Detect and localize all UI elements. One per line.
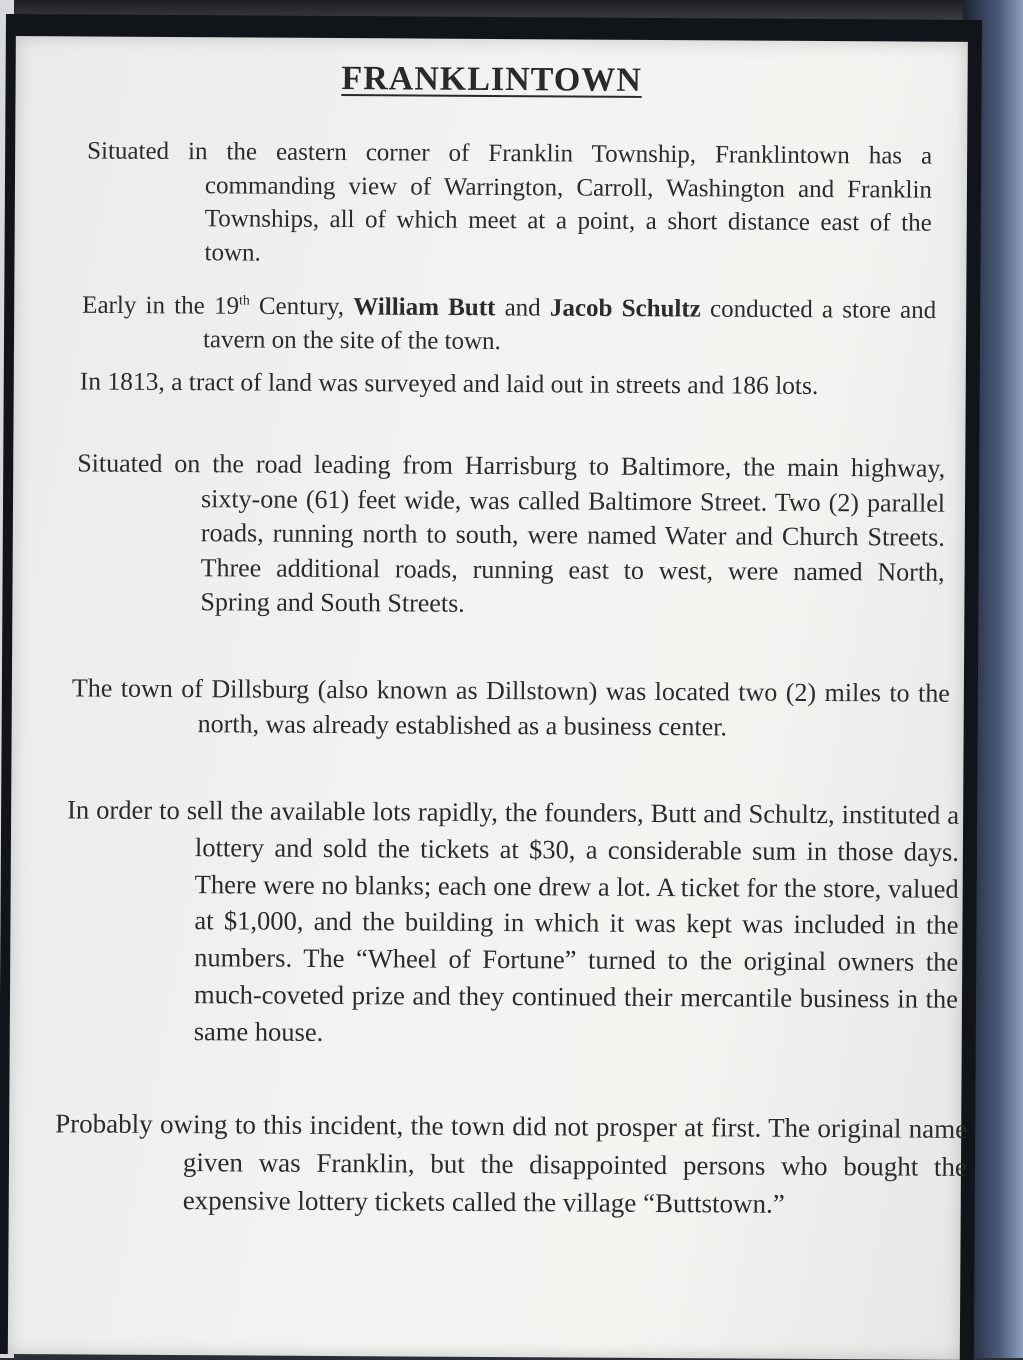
paragraph-4-text: Situated on the road leading from Harrisburg to Baltimore, the main highway, sixty-one (61) feet wide, was called Baltimore Street. Two (2) parallel roads, running north to south, were named Water and Church Streets. Three additional roads, running east to west, were named North, Spring and South Streets. <box>77 448 946 618</box>
placard-paper <box>8 36 968 1360</box>
paragraph-5-text: The town of Dillsburg (also known as Dillstown) was located two (2) miles to the north, was already established as a business center. <box>71 673 950 742</box>
paragraph-1-text: Situated in the eastern corner of Franklin Township, Franklintown has a commanding view of Warrington, Carroll, Washington and Franklin Townships, all of which meet at a point, a short distance east of the town. <box>87 137 933 267</box>
paragraph-7 <box>55 1104 968 1224</box>
paragraph-2-pre: Early in the 19 <box>82 291 240 320</box>
paragraph-1 <box>86 134 932 273</box>
person-name-jacob-schultz: Jacob Schultz <box>549 294 701 323</box>
paragraph-6 <box>66 791 960 1054</box>
paragraph-2-sup: th <box>238 292 250 308</box>
paragraph-2-mid1: Century, <box>249 292 354 321</box>
paragraph-6-text: In order to sell the available lots rapidly, the founders, Butt and Schultz, instituted a lottery and sold the tickets at $30, a considerable sum in those days. There were no blanks; each one drew a lot. A ticket for the store, valued at $1,000, and the building in which it was kept was included in the numbers. The “Wheel of Fortune” turned to the original owners the much-coveted prize and they continued their mercantile business in the same house. <box>67 794 960 1047</box>
page-title: FRANKLINTOWN <box>341 60 642 99</box>
paragraph-7-text: Probably owing to this incident, the town did not prosper at first. The original name given was Franklin, but the disappointed persons who bought the expensive lottery tickets called the village “Buttstown.” <box>55 1108 968 1219</box>
paragraph-2 <box>82 282 936 362</box>
paragraph-2-mid2: and <box>495 294 551 322</box>
paragraph-3 <box>80 364 940 403</box>
paragraph-4 <box>76 446 945 624</box>
picture-frame <box>0 14 982 1360</box>
paragraph-3-text: In 1813, a tract of land was surveyed and laid out in streets and 186 lots. <box>79 366 819 400</box>
paragraph-2-post: conducted a store and tavern on the site of the town. <box>202 295 937 356</box>
paragraph-5 <box>72 670 950 745</box>
person-name-william-butt: William Butt <box>353 293 496 322</box>
